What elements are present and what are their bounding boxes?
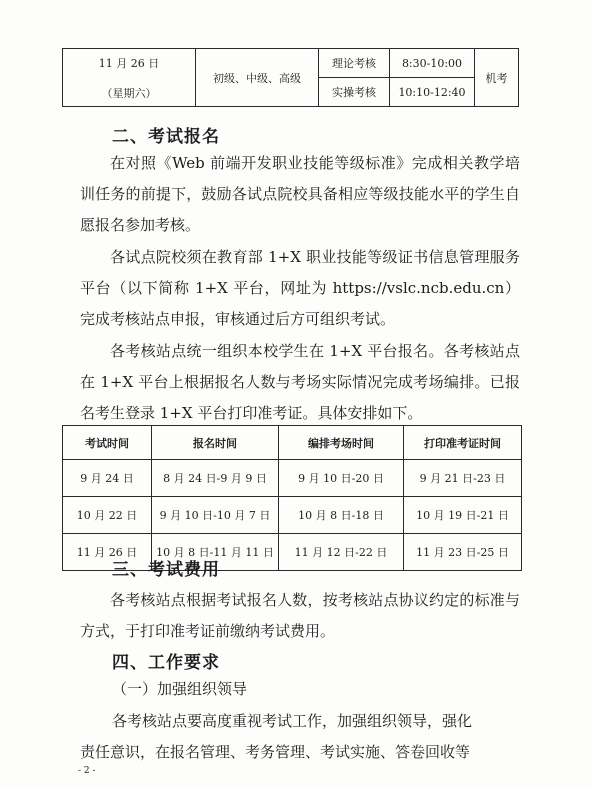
registration-schedule-table xyxy=(62,425,522,571)
exam-schedule-table-fragment xyxy=(62,48,519,107)
subsection-1-heading: （一）加强组织领导 xyxy=(112,680,248,698)
theory-time-cell: 8:30-10:00 xyxy=(390,49,475,78)
table-cell: 8 月 24 日-9 月 9 日 xyxy=(152,460,279,497)
header-print-ticket-time: 打印准考证时间 xyxy=(404,426,522,460)
table-cell: 10 月 22 日 xyxy=(63,497,152,534)
header-registration-time: 报名时间 xyxy=(152,426,279,460)
table-header-row xyxy=(63,426,522,460)
section-2-heading: 二、考试报名 xyxy=(112,127,220,147)
table-cell: 9 月 10 日-10 月 7 日 xyxy=(152,497,279,534)
section-4-line-2: 责任意识，在报名管理、考务管理、考试实施、答卷回收等 xyxy=(80,743,471,761)
theory-label-cell: 理论考核 xyxy=(319,49,390,78)
table-cell: 10 月 19 日-21 日 xyxy=(404,497,522,534)
table-cell: 11 月 26 日 xyxy=(63,534,152,571)
table-cell: 11 月 23 日-25 日 xyxy=(404,534,522,571)
header-arrange-room-time: 编排考场时间 xyxy=(279,426,404,460)
section-2-paragraph-2: 各试点院校须在教育部 1+X 职业技能等级证书信息管理服务平台（以下简称 1+X 平台，网址为 https://vslc.ncb.edu.cn）完成考核站点申报，审核通过后方可组织考试。 xyxy=(80,248,520,328)
table-row xyxy=(63,497,522,534)
table-cell: 9 月 24 日 xyxy=(63,460,152,497)
header-exam-time: 考试时间 xyxy=(63,426,152,460)
practice-label-cell: 实操考核 xyxy=(319,78,390,107)
table-cell: 10 月 8 日-11 月 11 日 xyxy=(152,534,279,571)
section-2-paragraph-1: 在对照《Web 前端开发职业技能等级标准》完成相关教学培训任务的前提下，鼓励各试点院校具备相应等级技能水平的学生自愿报名参加考核。 xyxy=(80,154,520,234)
section-2-paragraph-3: 各考核站点统一组织本校学生在 1+X 平台报名。各考核站点在 1+X 平台上根据报名人数与考场实际情况完成考场编排。已报名考生登录 1+X 平台打印准考证。具体安排如下。 xyxy=(80,342,520,422)
section-4-line-1: 各考核站点要高度重视考试工作，加强组织领导，强化 xyxy=(112,712,473,730)
table-cell: 9 月 21 日-23 日 xyxy=(404,460,522,497)
levels-cell: 初级、中级、高级 xyxy=(196,49,319,107)
practice-time-cell: 10:10-12:40 xyxy=(390,78,475,107)
table-cell: 9 月 10 日-20 日 xyxy=(279,460,404,497)
table-cell: 10 月 8 日-18 日 xyxy=(279,497,404,534)
table-cell: 11 月 12 日-22 日 xyxy=(279,534,404,571)
exam-date-cell: 11 月 26 日 （星期六） xyxy=(63,49,196,107)
section-3-heading: 三、考试费用 xyxy=(112,560,220,580)
section-3-paragraph-1: 各考核站点根据考试报名人数，按考核站点协议约定的标准与方式，于打印准考证前缴纳考试费用。 xyxy=(80,591,520,640)
exam-mode-cell: 机考 xyxy=(475,49,519,107)
section-4-heading: 四、工作要求 xyxy=(112,653,220,673)
table-row xyxy=(63,460,522,497)
page-number: - 2 - xyxy=(78,766,96,776)
